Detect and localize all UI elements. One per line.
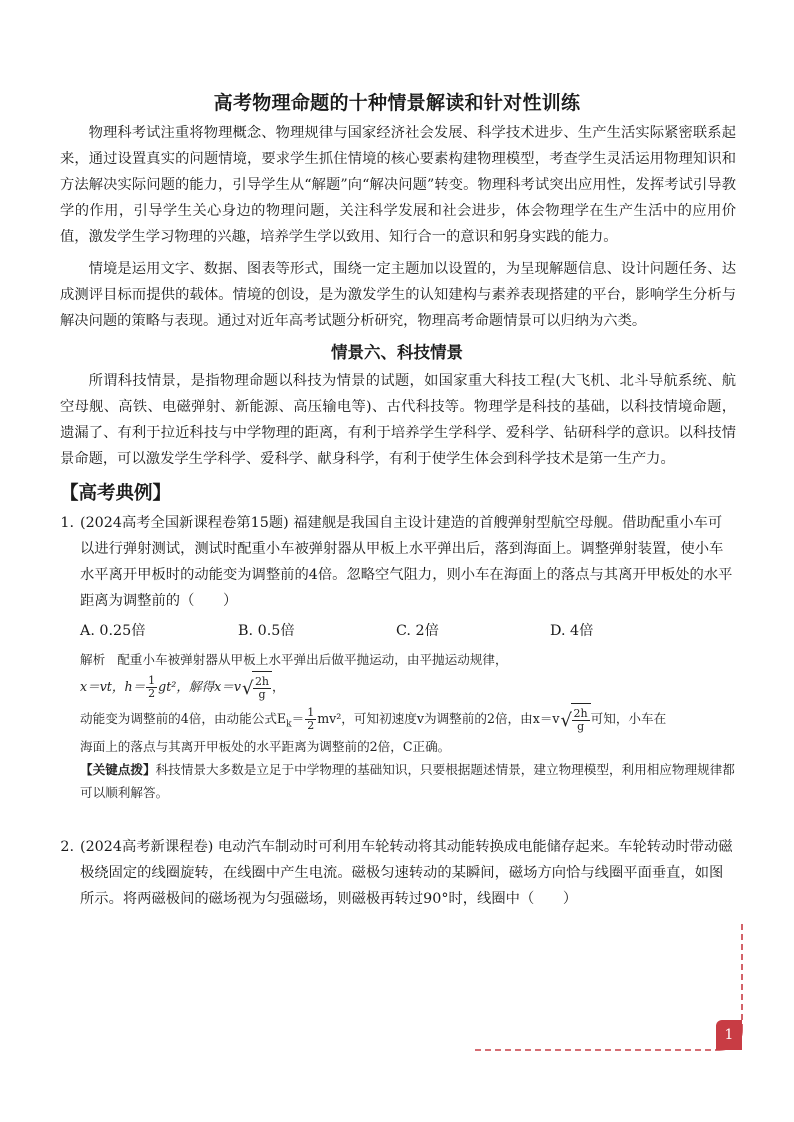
analysis-3b: ＝: [291, 711, 305, 726]
intro-paragraph-2: 情境是运用文字、数据、图表等形式，围绕一定主题加以设置的，为呈现解题信息、设计问题任务、达成测评目标而提供的载体。情境的创设，是为激发学生的认知建构与素养表现搭建的平台，影响学生分析与解决问题的策略与表现。通过对近年高考试题分析研究，物理高考命题情景可以归纳为六类。: [60, 261, 736, 329]
key-point-text: 科技情景大多数是立足于中学物理的基础知识，只要根据题述情景，建立物理模型，利用相应物理规律都可以顺利解答。: [80, 762, 735, 800]
eq-part-gt2: gt²，解得x＝v: [158, 679, 241, 694]
option-c[interactable]: C. 2倍: [396, 623, 439, 639]
question-2: [60, 834, 736, 912]
key-point-label: 【关键点拨】: [80, 762, 156, 777]
key-point: [80, 758, 740, 804]
analysis-3-sub: k: [286, 719, 292, 730]
scenario-title: 情景六、科技情景: [331, 343, 463, 362]
eq-part-x: x＝vt，h＝: [80, 679, 146, 694]
section-heading: 【高考典例】: [60, 483, 172, 504]
ek-frac-num: 1: [307, 706, 315, 719]
option-d[interactable]: D. 4倍: [550, 623, 594, 639]
question-2-number: 2.: [60, 839, 74, 855]
analysis-line-4: 海面上的落点与其离开甲板处的水平距离为调整前的2倍，C正确。: [80, 739, 451, 754]
question-1-options: [80, 620, 680, 644]
sqrt-2h-over-g: [243, 671, 272, 704]
sqrt-denominator: g: [253, 688, 271, 701]
question-2-text: (2024高考新课程卷) 电动汽车制动时可利用车轮转动将其动能转换成电能储存起来。车轮转动时带动磁极绕固定的线圈旋转，在线圈中产生电流。磁极匀速转动的某瞬间，磁场方向恰与线圈平面垂直，如图所示。将两磁极间的磁场视为匀强磁场，则磁极再转过90°时，线圈中（ ）: [80, 839, 733, 907]
sqrt2-numerator: √ 2h: [573, 707, 588, 720]
page-number-badge: 1: [716, 1020, 742, 1050]
sqrt-numerator: √ 2h: [254, 675, 270, 688]
eq-fraction-half: [146, 675, 157, 700]
question-1: [60, 510, 736, 614]
document-title: 高考物理命题的十种情景解读和针对性训练: [213, 92, 581, 114]
question-1-text: (2024高考全国新课程卷第15题) 福建舰是我国自主设计建造的首艘弹射型航空母舰。借助配重小车可以进行弹射测试，测试时配重小车被弹射器从甲板上水平弹出后，落到海面上。调整弹射装置，使小车水平离开甲板时的动能变为调整前的4倍。忽略空气阻力，则小车在海面上的落点与其离开甲板处的水平距离为调整前的（ ）: [80, 515, 733, 609]
sqrt-2h-over-g-2: [562, 703, 591, 736]
analysis-line-1: [80, 648, 740, 671]
analysis-3c: mv²，可知初速度v为调整前的2倍，由x＝v: [317, 711, 560, 726]
scenario-paragraph: 所谓科技情景，是指物理命题以科技为情景的试题，如国家重大科技工程(大飞机、北斗导航系统、航空母舰、高铁、电磁弹射、新能源、高压输电等)、古代科技等。物理学是科技的基础，以科技情境命题，遗漏了、有利于拉近科技与中学物理的距离，有利于培养学生学科学、爱科学、钻研科学的意识。以科技情景命题，可以激发学生学科学、爱科学、献身科学，有利于使学生体会到科学技术是第一生产力。: [60, 373, 736, 467]
frac-numerator: 1: [148, 674, 156, 687]
analysis-label: 解析: [80, 652, 106, 667]
question-1-analysis: [80, 648, 740, 804]
analysis-3d: 可知，小车在: [590, 711, 667, 726]
analysis-3a: 动能变为调整前的4倍，由动能公式E: [80, 711, 287, 726]
option-a[interactable]: A. 0.25倍: [80, 623, 146, 639]
analysis-equation-line: [80, 671, 740, 703]
analysis-text-1: 配重小车被弹射器从甲板上水平弹出后做平抛运动，由平抛运动规律，: [117, 652, 508, 667]
frac-denominator: 2: [148, 687, 156, 700]
option-b[interactable]: B. 0.5倍: [238, 623, 295, 639]
sqrt2-denominator: g: [572, 720, 590, 733]
intro-paragraph-1: 物理科考试注重将物理概念、物理规律与国家经济社会发展、科学技术进步、生产生活实际紧密联系起来，通过设置真实的问题情境，要求学生抓住情境的核心要素构建物理模型，考查学生灵活运用物理知识和方法解决实际问题的能力，引导学生从“解题”向“解决问题”转变。物理科考试突出应用性，发挥考试引导教学的作用，引导学生关心身边的物理问题，关注科学发展和社会进步，体会物理学在生产生活中的应用价值，激发学生学习物理的兴趣，培养学生学以致用、知行合一的意识和躬身实践的能力。: [60, 125, 736, 245]
ek-frac-den: 2: [307, 719, 315, 732]
ek-fraction-half: [305, 707, 316, 732]
question-1-number: 1.: [60, 515, 74, 531]
analysis-line-3: [80, 703, 740, 735]
eq-tail: ，: [272, 679, 285, 694]
